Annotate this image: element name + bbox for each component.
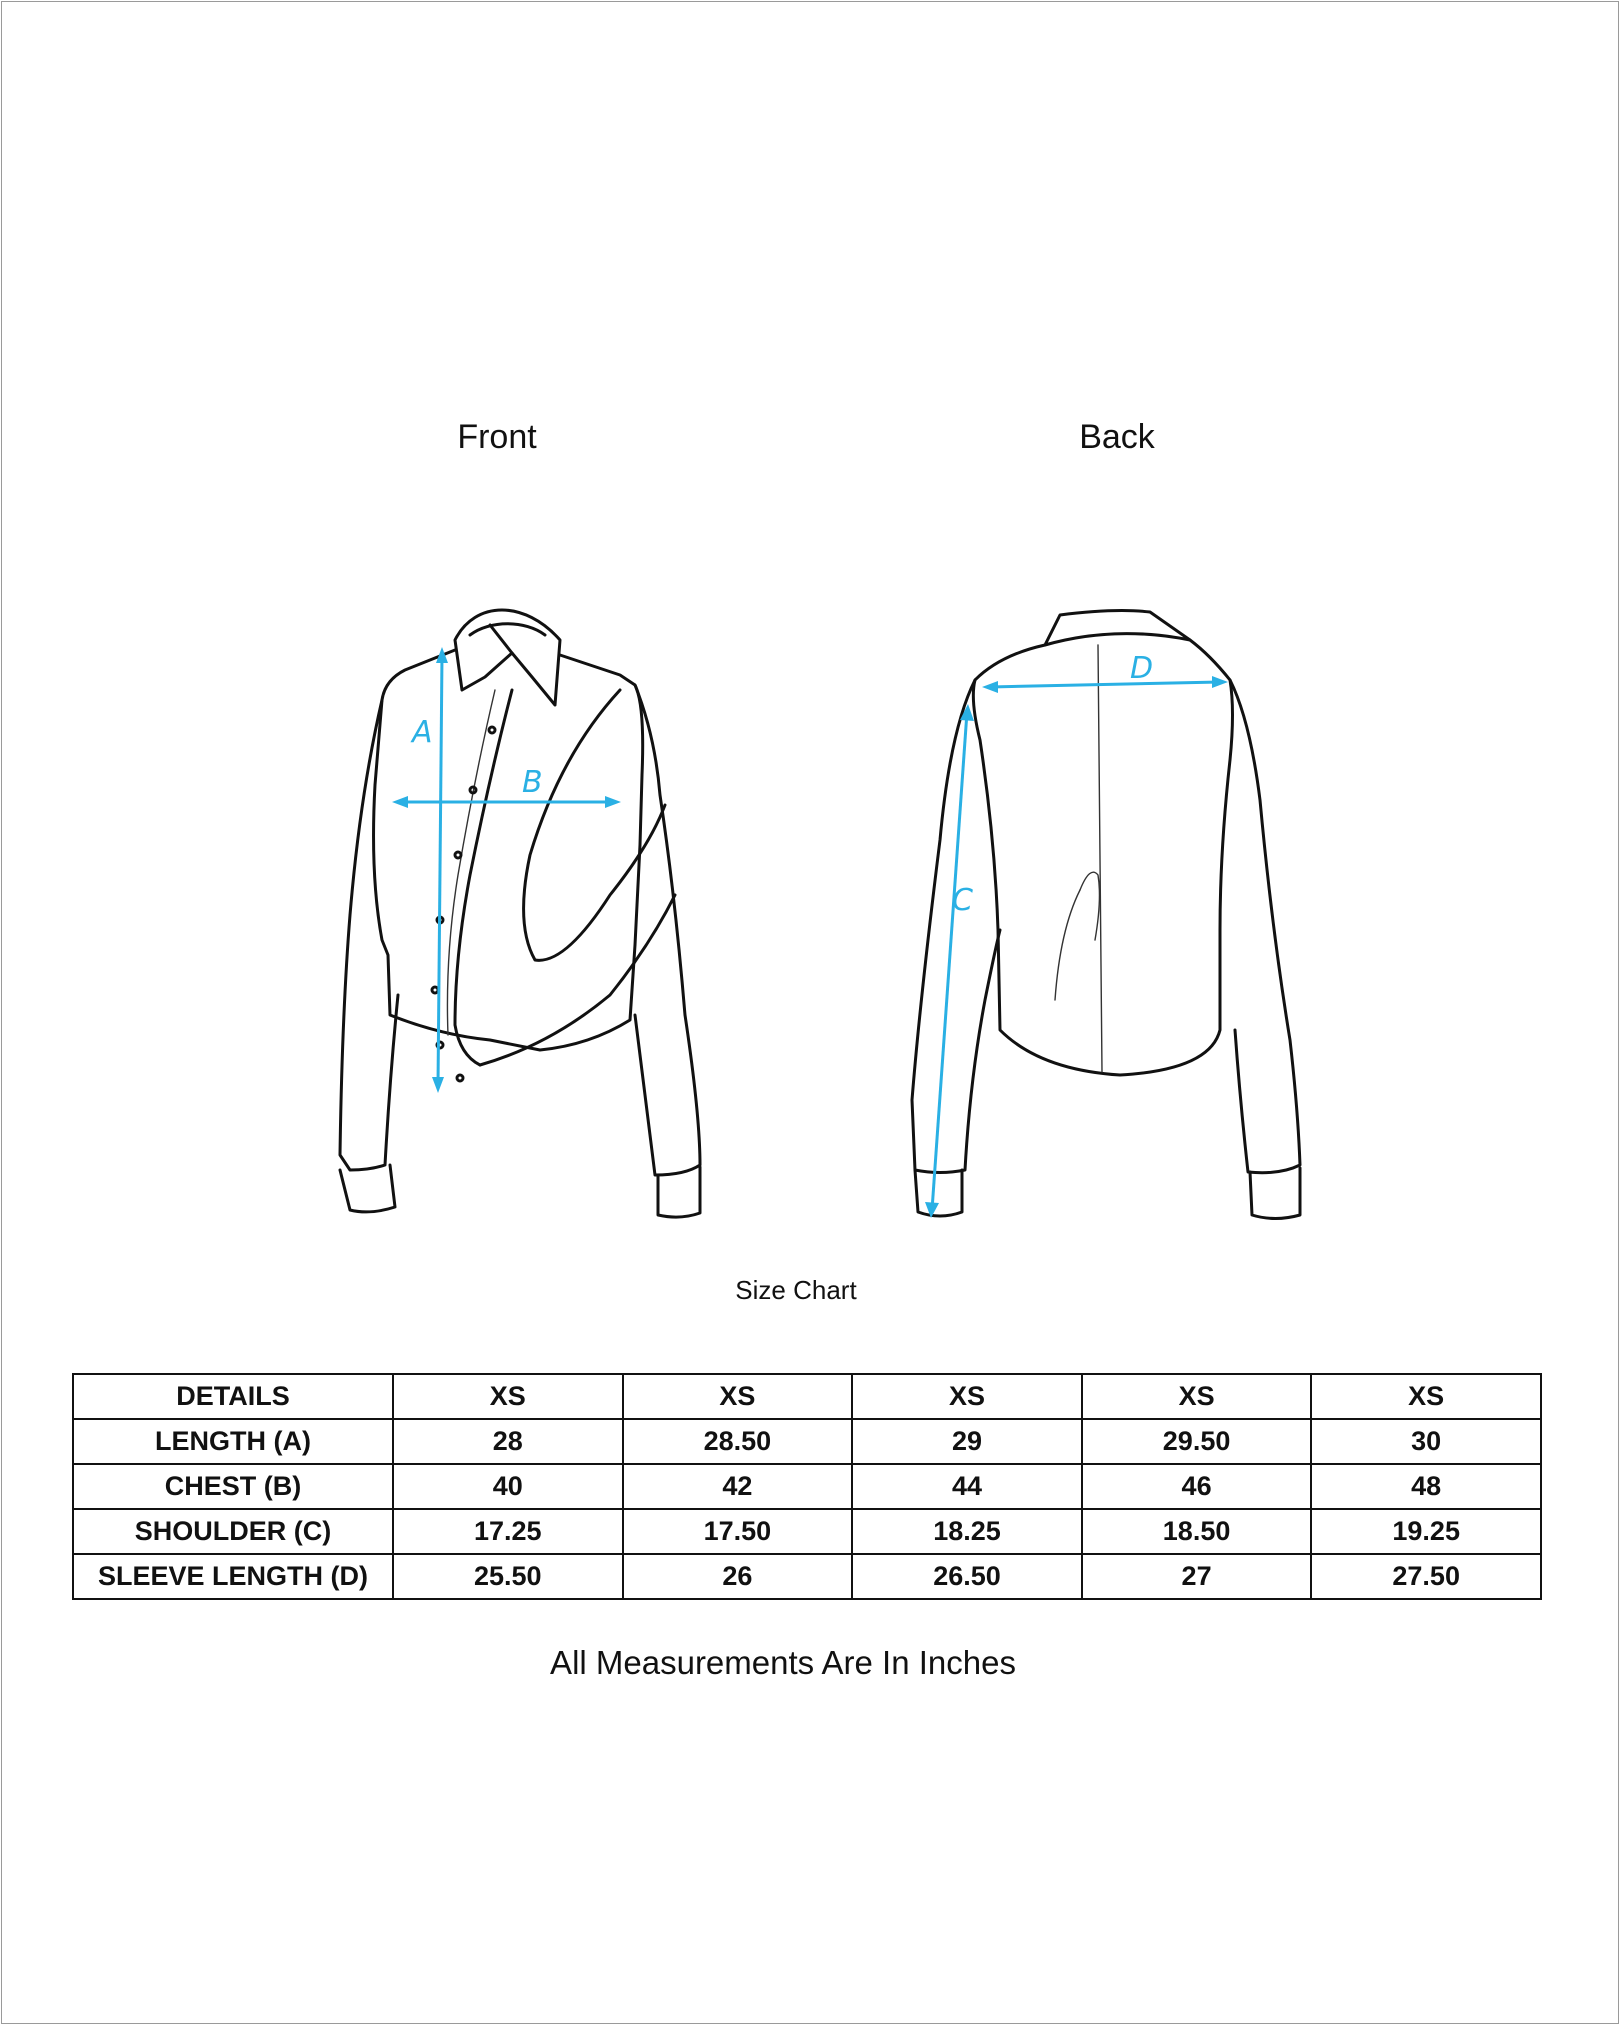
table-cell: 27.50 <box>1311 1554 1541 1599</box>
table-cell: 18.25 <box>852 1509 1082 1554</box>
measure-label-a: A <box>412 715 433 750</box>
page-frame <box>1 1 1619 2024</box>
table-cell: 18.50 <box>1082 1509 1312 1554</box>
row-label: SHOULDER (C) <box>73 1509 393 1554</box>
table-cell: 17.50 <box>623 1509 853 1554</box>
size-chart-title: Size Chart <box>735 1275 857 1305</box>
row-label: CHEST (B) <box>73 1464 393 1509</box>
table-row <box>73 1464 1541 1509</box>
header-cell: DETAILS <box>73 1374 393 1419</box>
header-cell: XS <box>623 1374 853 1419</box>
front-view-label: Front <box>457 418 537 456</box>
size-table <box>72 1373 1542 1600</box>
table-cell: 27 <box>1082 1554 1312 1599</box>
front-shirt-illustration <box>290 595 720 1225</box>
row-label: LENGTH (A) <box>73 1419 393 1464</box>
table-cell: 29.50 <box>1082 1419 1312 1464</box>
table-cell: 40 <box>393 1464 623 1509</box>
table-cell: 28.50 <box>623 1419 853 1464</box>
row-label: SLEEVE LENGTH (D) <box>73 1554 393 1599</box>
table-cell: 26 <box>623 1554 853 1599</box>
table-cell: 19.25 <box>1311 1509 1541 1554</box>
table-row <box>73 1419 1541 1464</box>
back-view-label: Back <box>1079 418 1155 456</box>
table-cell: 46 <box>1082 1464 1312 1509</box>
table-row <box>73 1554 1541 1599</box>
table-cell: 30 <box>1311 1419 1541 1464</box>
table-header-row <box>73 1374 1541 1419</box>
table-cell: 29 <box>852 1419 1082 1464</box>
measure-label-d: D <box>1130 651 1154 686</box>
measure-label-b: B <box>522 765 543 800</box>
table-cell: 17.25 <box>393 1509 623 1554</box>
table-cell: 26.50 <box>852 1554 1082 1599</box>
header-cell: XS <box>852 1374 1082 1419</box>
table-cell: 44 <box>852 1464 1082 1509</box>
measurement-unit-note: All Measurements Are In Inches <box>550 1644 1016 1681</box>
header-cell: XS <box>393 1374 623 1419</box>
measure-label-c: C <box>952 883 973 918</box>
header-cell: XS <box>1311 1374 1541 1419</box>
table-cell: 42 <box>623 1464 853 1509</box>
table-cell: 25.50 <box>393 1554 623 1599</box>
header-cell: XS <box>1082 1374 1312 1419</box>
table-row <box>73 1509 1541 1554</box>
table-cell: 28 <box>393 1419 623 1464</box>
back-shirt-illustration <box>890 600 1320 1230</box>
table-cell: 48 <box>1311 1464 1541 1509</box>
